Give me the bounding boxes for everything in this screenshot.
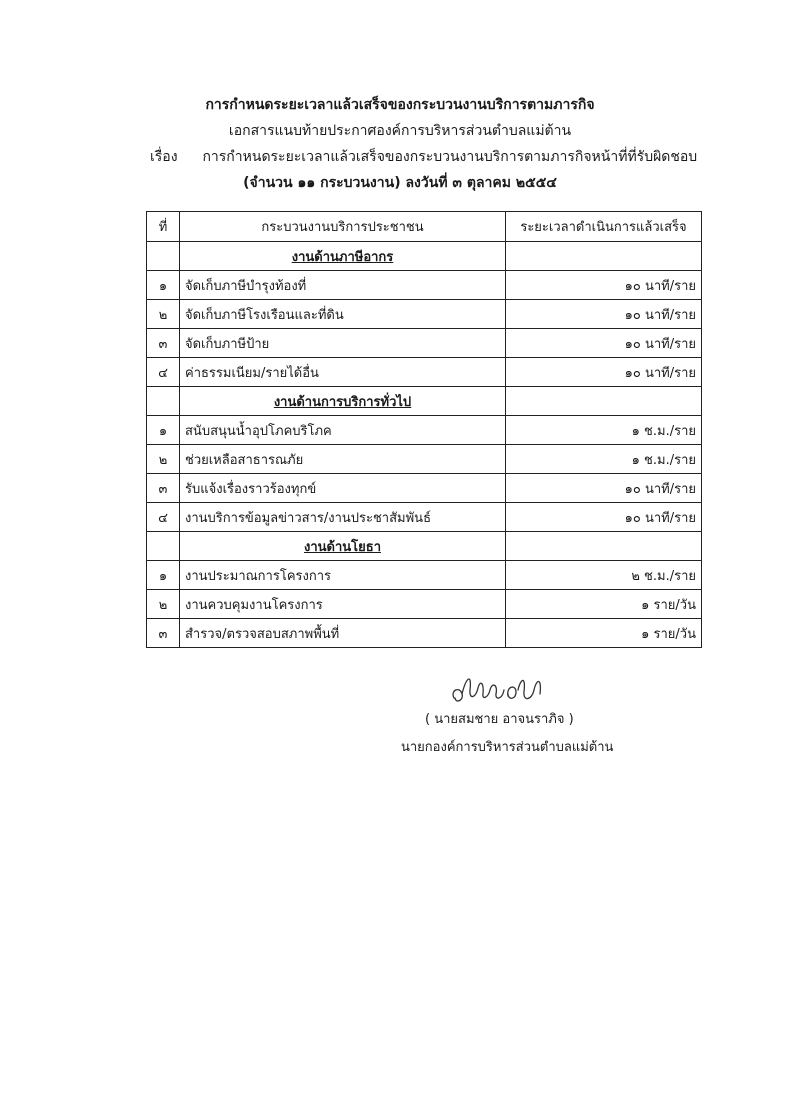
table-row	[147, 503, 702, 532]
row-service: งานบริการข้อมูลข่าวสาร/งานประชาสัมพันธ์	[180, 503, 506, 532]
header-no: ที่	[147, 212, 180, 242]
row-no: ๓	[147, 474, 180, 503]
row-no: ๑	[147, 271, 180, 300]
row-service: จัดเก็บภาษีบำรุงท้องที่	[180, 271, 506, 300]
row-no: ๔	[147, 503, 180, 532]
section-title: งานด้านภาษีอากร	[180, 242, 506, 271]
section-time-cell	[506, 532, 702, 561]
row-time: ๒ ช.ม./ราย	[506, 561, 702, 590]
table-row	[147, 445, 702, 474]
table-header-row	[147, 212, 702, 242]
section-row	[147, 532, 702, 561]
row-no: ๑	[147, 416, 180, 445]
handwritten-signature	[446, 660, 576, 708]
subject-text: การกำหนดระยะเวลาแล้วเสร็จของกระบวนงานบริการตามภารกิจหน้าที่ที่รับผิดชอบ	[202, 149, 698, 165]
row-service: จัดเก็บภาษีโรงเรือนและที่ดิน	[180, 300, 506, 329]
row-no: ๑	[147, 561, 180, 590]
row-time: ๑ ช.ม./ราย	[506, 416, 702, 445]
document-header	[0, 92, 800, 191]
document-title: การกำหนดระยะเวลาแล้วเสร็จของกระบวนงานบริการตามภารกิจ	[205, 97, 595, 113]
row-service: งานควบคุมงานโครงการ	[180, 590, 506, 619]
signatory-name: ( นายสมชาย อาจนราภิจ )	[425, 712, 574, 727]
row-time: ๑๐ นาที/ราย	[506, 271, 702, 300]
table-row	[147, 416, 702, 445]
table-row	[147, 329, 702, 358]
table-row	[147, 300, 702, 329]
row-time: ๑๐ นาที/ราย	[506, 358, 702, 387]
section-no-cell	[147, 242, 180, 271]
table-row	[147, 619, 702, 648]
row-time: ๑ ราย/วัน	[506, 590, 702, 619]
row-no: ๒	[147, 445, 180, 474]
table-row	[147, 271, 702, 300]
table-row	[147, 358, 702, 387]
row-service: สนับสนุนน้ำอุปโภคบริโภค	[180, 416, 506, 445]
section-time-cell	[506, 387, 702, 416]
table-row	[147, 590, 702, 619]
service-process-table	[146, 211, 702, 648]
row-time: ๑ ราย/วัน	[506, 619, 702, 648]
section-title: งานด้านการบริการทั่วไป	[180, 387, 506, 416]
row-service: งานประมาณการโครงการ	[180, 561, 506, 590]
row-no: ๔	[147, 358, 180, 387]
row-no: ๒	[147, 590, 180, 619]
header-service: กระบวนงานบริการประชาชน	[180, 212, 506, 242]
section-title: งานด้านโยธา	[180, 532, 506, 561]
subject-label: เรื่อง	[150, 149, 178, 165]
row-service: ค่าธรรมเนียม/รายได้อื่น	[180, 358, 506, 387]
row-service: ช่วยเหลือสาธารณภัย	[180, 445, 506, 474]
count-date-line: (จำนวน ๑๑ กระบวนงาน) ลงวันที่ ๓ ตุลาคม ๒๕๕๔	[243, 175, 557, 191]
attachment-line: เอกสารแนบท้ายประกาศองค์การบริหารส่วนตำบลแม่ต้าน	[228, 123, 572, 139]
row-no: ๓	[147, 619, 180, 648]
row-time: ๑ ช.ม./ราย	[506, 445, 702, 474]
row-service: สำรวจ/ตรวจสอบสภาพพื้นที่	[180, 619, 506, 648]
section-no-cell	[147, 387, 180, 416]
section-row	[147, 387, 702, 416]
header-time: ระยะเวลาดำเนินการแล้วเสร็จ	[506, 212, 702, 242]
row-time: ๑๐ นาที/ราย	[506, 474, 702, 503]
row-service: จัดเก็บภาษีป้าย	[180, 329, 506, 358]
row-no: ๒	[147, 300, 180, 329]
table-row	[147, 561, 702, 590]
row-service: รับแจ้งเรื่องราวร้องทุกข์	[180, 474, 506, 503]
section-row	[147, 242, 702, 271]
section-no-cell	[147, 532, 180, 561]
row-no: ๓	[147, 329, 180, 358]
signatory-position: นายกองค์การบริหารส่วนตำบลแม่ต้าน	[401, 740, 614, 755]
row-time: ๑๐ นาที/ราย	[506, 503, 702, 532]
subject-row	[150, 144, 710, 170]
table-row	[147, 474, 702, 503]
section-time-cell	[506, 242, 702, 271]
row-time: ๑๐ นาที/ราย	[506, 329, 702, 358]
row-time: ๑๐ นาที/ราย	[506, 300, 702, 329]
